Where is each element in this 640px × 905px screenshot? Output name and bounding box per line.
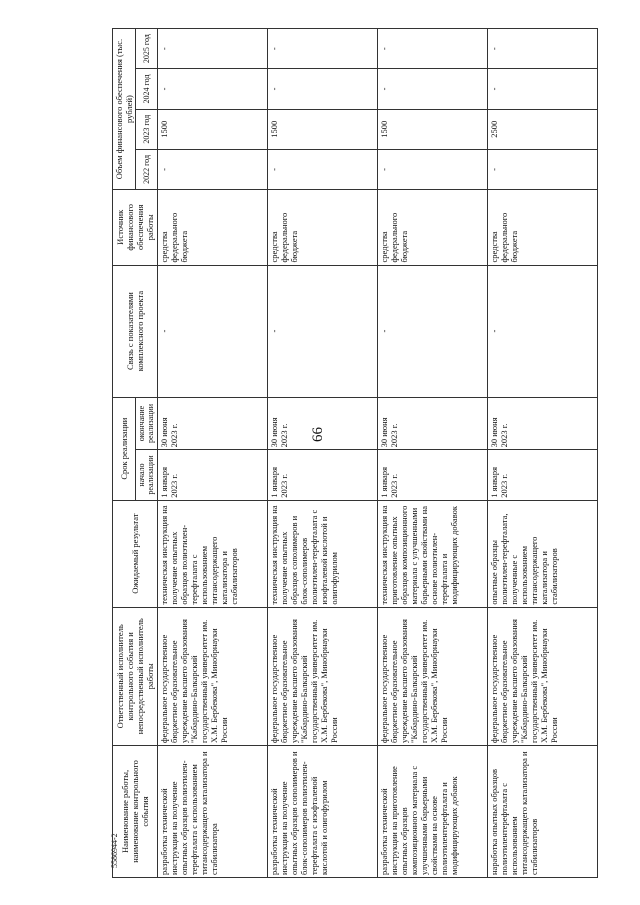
table-row	[157, 29, 267, 878]
cell-2023: 1500	[377, 109, 487, 149]
cell-result: опытные образцы полиэтилен-терефталата, полученные с использованием титансодержащего катализатора и стабилизаторов	[487, 500, 597, 607]
header-link: Связь с показателями комплексного проекта	[113, 265, 158, 397]
header-year-2023: 2023 год	[136, 109, 158, 149]
cell-executor: федеральное государственное бюджетное образовательное учреждение высшего образования "Кабардино-Балкарский государственный университет им. Х.М. Бербекова", Минобрнауки России	[267, 607, 377, 745]
cell-2024: -	[487, 69, 597, 109]
header-source: Источник финансового обеспечения работы	[113, 190, 158, 265]
table-body	[157, 29, 597, 878]
page-number: 66	[310, 427, 326, 442]
cell-end: 30 июня 2023 г.	[377, 397, 487, 450]
cell-2024: -	[377, 69, 487, 109]
header-executor: Ответственный исполнитель контрольного события и непосредственный исполнитель работы	[113, 607, 158, 745]
table-row	[377, 29, 487, 878]
cell-end: 30 июня 2023 г.	[487, 397, 597, 450]
header-year-2024: 2024 год	[136, 69, 158, 109]
cell-2025: -	[157, 29, 267, 69]
cell-2024: -	[267, 69, 377, 109]
cell-link: -	[487, 265, 597, 397]
cell-source: средства федерального бюджета	[157, 190, 267, 265]
cell-link: -	[267, 265, 377, 397]
header-name: Наименование работы, наименование контрольного события	[113, 745, 158, 877]
cell-end: 30 июня 2023 г.	[157, 397, 267, 450]
cell-2025: -	[487, 29, 597, 69]
table-row	[267, 29, 377, 878]
cell-source: средства федерального бюджета	[487, 190, 597, 265]
cell-result: техническая инструкция на получение опытных образцов сополимеров и блок-сополимеров полиэтилен-терефталата с изофталевой кислотой и олигофурилом	[267, 500, 377, 607]
cell-executor: федеральное государственное бюджетное образовательное учреждение высшего образования "Кабардино-Балкарский государственный университет им. Х.М. Бербекова", Минобрнауки России	[487, 607, 597, 745]
cell-2022: -	[157, 149, 267, 189]
header-result: Ожидаемый результат	[113, 500, 158, 607]
table-row	[487, 29, 597, 878]
header-term-start: начало реализации	[136, 450, 158, 500]
cell-2024: -	[157, 69, 267, 109]
cell-name: разработка технической инструкции на приготовление опытных образцов композиционного материала с улучшенными барьерными свойствами на основе полиэтилентерефталата и модифицирующих добавок	[377, 745, 487, 877]
table-header	[113, 29, 158, 878]
cell-start: 1 января 2023 г.	[267, 450, 377, 500]
cell-end: 30 июня 2023 г.	[267, 397, 377, 450]
cell-start: 1 января 2023 г.	[157, 450, 267, 500]
cell-2025: -	[267, 29, 377, 69]
cell-name: разработка технической инструкции на получение опытных образцов полиэтилен-терефталата с использованием титансодержащего катализатора и стабилизатора	[157, 745, 267, 877]
cell-2022: -	[267, 149, 377, 189]
cell-start: 1 января 2023 г.	[377, 450, 487, 500]
cell-2025: -	[377, 29, 487, 69]
cell-executor: федеральное государственное бюджетное образовательное учреждение высшего образования "Кабардино-Балкарский государственный университет им. Х.М. Бербекова", Минобрнауки России	[377, 607, 487, 745]
cell-name: наработка опытных образцов полиэтилентерефталата с использованием титансодержащего катализатора и стабилизаторов	[487, 745, 597, 877]
cell-source: средства федерального бюджета	[377, 190, 487, 265]
cell-link: -	[157, 265, 267, 397]
cell-2022: -	[487, 149, 597, 189]
rotated-table-wrapper	[112, 28, 640, 878]
cell-source: средства федерального бюджета	[267, 190, 377, 265]
document-code: 5586944-2	[110, 833, 119, 868]
cell-result: техническая инструкция на получение опытных образцов полиэтилен-терефталата с использованием титансодержащего катализатора и стабилизаторов	[157, 500, 267, 607]
cell-2023: 1500	[267, 109, 377, 149]
cell-executor: федеральное государственное бюджетное образовательное учреждение высшего образования "Кабардино-Балкарский государственный университет им. Х.М. Бербекова", Минобрнауки России	[157, 607, 267, 745]
header-term-end: окончание реализации	[136, 397, 158, 450]
cell-2023: 1500	[157, 109, 267, 149]
cell-2023: 2500	[487, 109, 597, 149]
cell-result: техническая инструкция на приготовление опытных образцов композиционного материала с улучшенными барьерными свойствами на основе полиэтилен-терефталата и модифицирующих добавок	[377, 500, 487, 607]
header-finance: Объем финансового обеспечения (тыс. рублей)	[113, 29, 136, 190]
header-term: Срок реализации	[113, 397, 136, 500]
cell-name: разработка технической инструкции на получение опытных образцов сополимеров и блок-сополимеров полиэтилен-терефталата с изофталевой кислотой и олигофурилом	[267, 745, 377, 877]
cell-start: 1 января 2023 г.	[487, 450, 597, 500]
cell-link: -	[377, 265, 487, 397]
header-year-2022: 2022 год	[136, 149, 158, 189]
work-plan-table	[112, 28, 598, 878]
header-year-2025: 2025 год	[136, 29, 158, 69]
cell-2022: -	[377, 149, 487, 189]
